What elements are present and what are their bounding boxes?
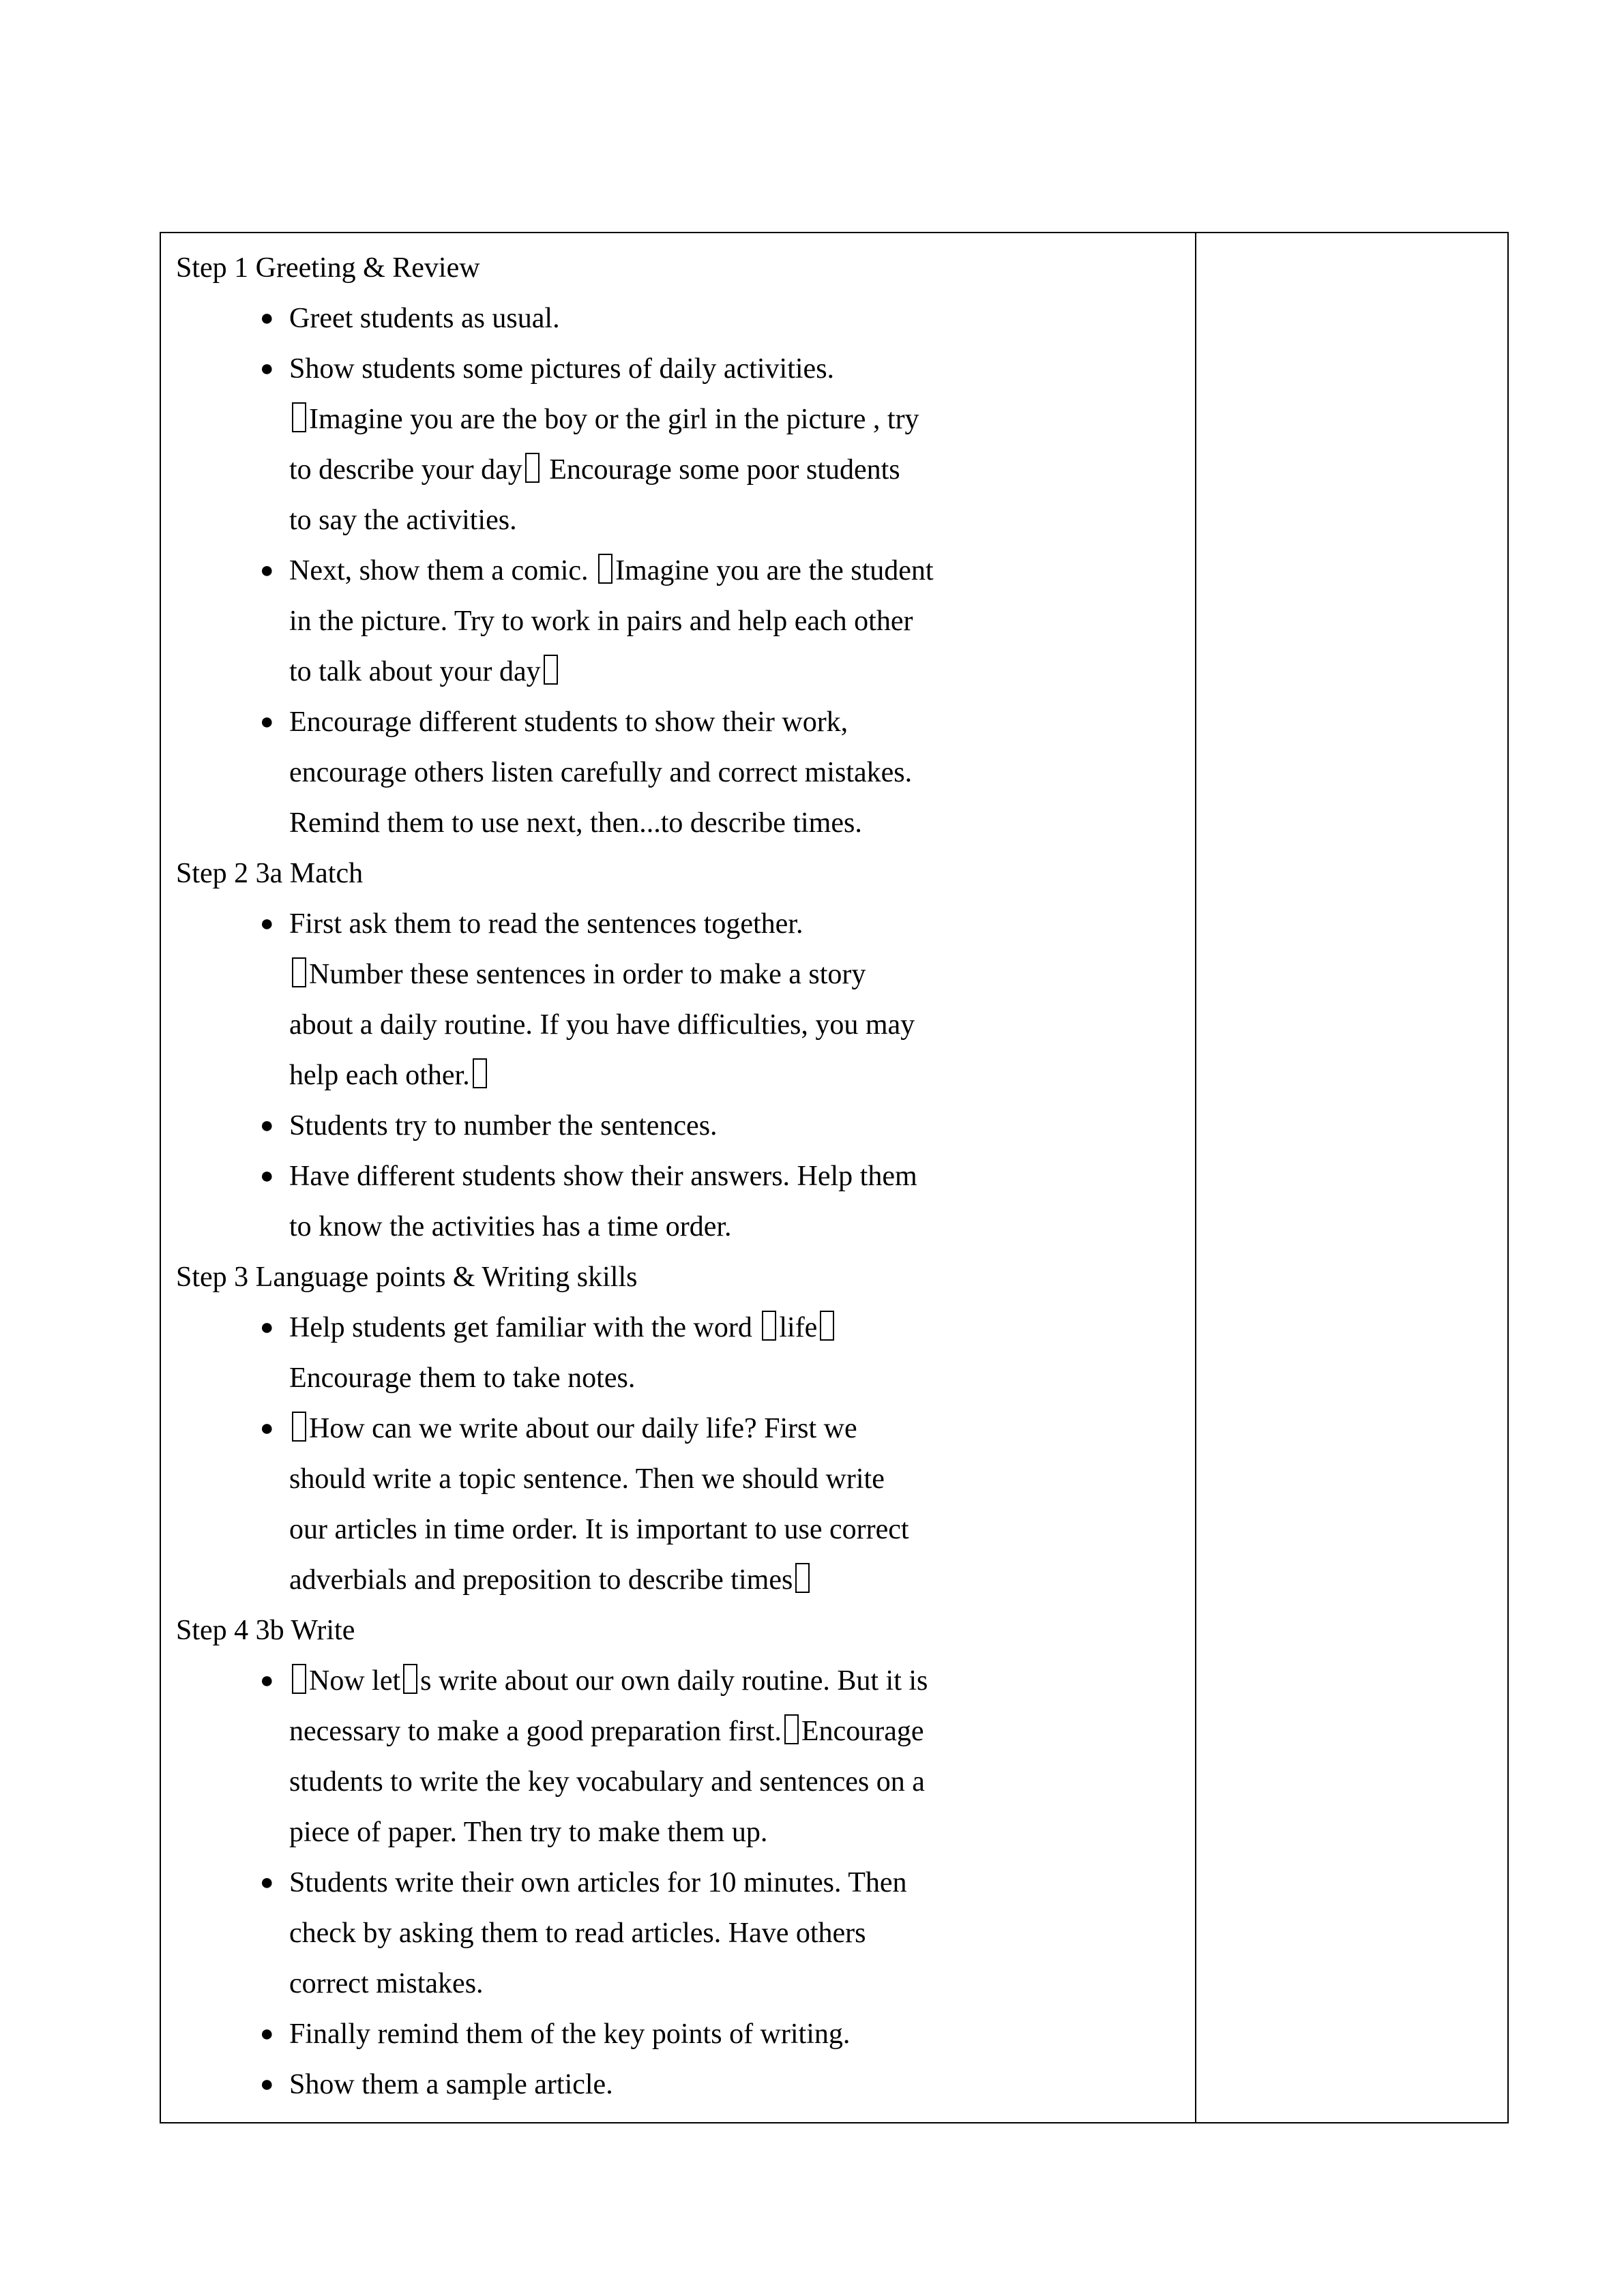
bullet-icon: ● [260,1163,274,1189]
missing-glyph-box [525,453,540,483]
bullet-icon: ● [260,1870,274,1895]
bullet-text: Students write their own articles for 10 minutes. Then check by asking them to read articles. Have others correct mistakes. [289,1867,907,1999]
bullet-item [260,2059,1183,2110]
bullet-text: Have different students show their answers. Help them to know the activities has a time order. [289,1161,917,1242]
notes-cell [1196,233,1508,2123]
bullet-item [260,1656,1183,1858]
content-cell [160,233,1196,2123]
bullet-text: First ask them to read the sentences together. Number these sentences in order to make a story about a daily routine. If you have difficulties, you may help each other. [289,908,915,1091]
step-heading: Step 4 3b Write [176,1615,355,1646]
missing-glyph-box [403,1664,417,1694]
bullet-item [260,697,1183,848]
bullet-text: Students try to number the sentences. [289,1110,718,1142]
step-heading: Step 1 Greeting & Review [176,252,480,284]
lesson-step [176,1252,1183,1605]
missing-glyph-box [795,1563,810,1593]
bullet-text: Finally remind them of the key points of writing. [289,2018,851,2050]
missing-glyph-box [292,957,306,987]
bullet-icon: ● [260,709,274,734]
lesson-plan-table [160,232,1509,2123]
missing-glyph-box [473,1058,487,1088]
bullet-text: Show students some pictures of daily activities. Imagine you are the boy or the girl in the picture , try to describe your day Encourage some poor students to say the activities. [289,353,919,536]
bullet-icon: ● [260,2072,274,2097]
missing-glyph-box [292,1664,306,1694]
lesson-plan-table-wrap [160,232,1476,2123]
missing-glyph-box [598,554,612,584]
bullet-item [260,344,1183,546]
bullet-icon: ● [260,1113,274,1138]
bullet-item [260,1101,1183,1151]
missing-glyph-box [544,655,558,685]
bullet-icon: ● [260,1668,274,1693]
bullet-icon: ● [260,356,274,381]
step-bullet-list [176,1656,1183,2110]
bullet-item [260,293,1183,344]
missing-glyph-box [762,1311,776,1341]
lesson-step [176,243,1183,848]
bullet-icon: ● [260,1416,274,1441]
bullet-text: How can we write about our daily life? First we should write a topic sentence. Then we should write our articles in time order. It is important to use correct adverbials and preposition to describe times [289,1413,909,1596]
step-heading: Step 2 3a Match [176,858,364,889]
step-heading: Step 3 Language points & Writing skills [176,1262,638,1293]
bullet-icon: ● [260,1315,274,1340]
missing-glyph-box [784,1714,799,1744]
bullet-text: Greet students as usual. [289,303,560,334]
bullet-text: Show them a sample article. [289,2069,613,2100]
bullet-item [260,1858,1183,2009]
lesson-step [176,1605,1183,2110]
step-bullet-list [176,899,1183,1252]
missing-glyph-box [292,1412,306,1442]
bullet-icon: ● [260,558,274,583]
step-bullet-list [176,1302,1183,1605]
bullet-item [260,1403,1183,1605]
bullet-item [260,899,1183,1101]
bullet-icon: ● [260,2021,274,2046]
step-bullet-list [176,293,1183,848]
bullet-text: Now let s write about our own daily routine. But it is necessary to make a good preparation first. Encourage students to write the key vocabulary and sentences on a piece of paper. Then try to make them up. [289,1665,928,1848]
bullet-item [260,1151,1183,1252]
bullet-icon: ● [260,305,274,331]
bullet-text: Next, show them a comic. Imagine you are the student in the picture. Try to work in pairs and help each other to talk about your day [289,555,934,687]
bullet-icon: ● [260,911,274,936]
bullet-item [260,1302,1183,1403]
steps-container [176,243,1183,2110]
bullet-text: Encourage different students to show their work, encourage others listen carefully and correct mistakes. Remind them to use next, then...to describe times. [289,706,913,839]
bullet-item [260,546,1183,697]
missing-glyph-box [292,402,306,432]
bullet-text: Help students get familiar with the word life Encourage them to take notes. [289,1312,837,1394]
table-row [160,233,1508,2123]
missing-glyph-box [820,1311,834,1341]
lesson-step [176,848,1183,1252]
bullet-item [260,2009,1183,2059]
